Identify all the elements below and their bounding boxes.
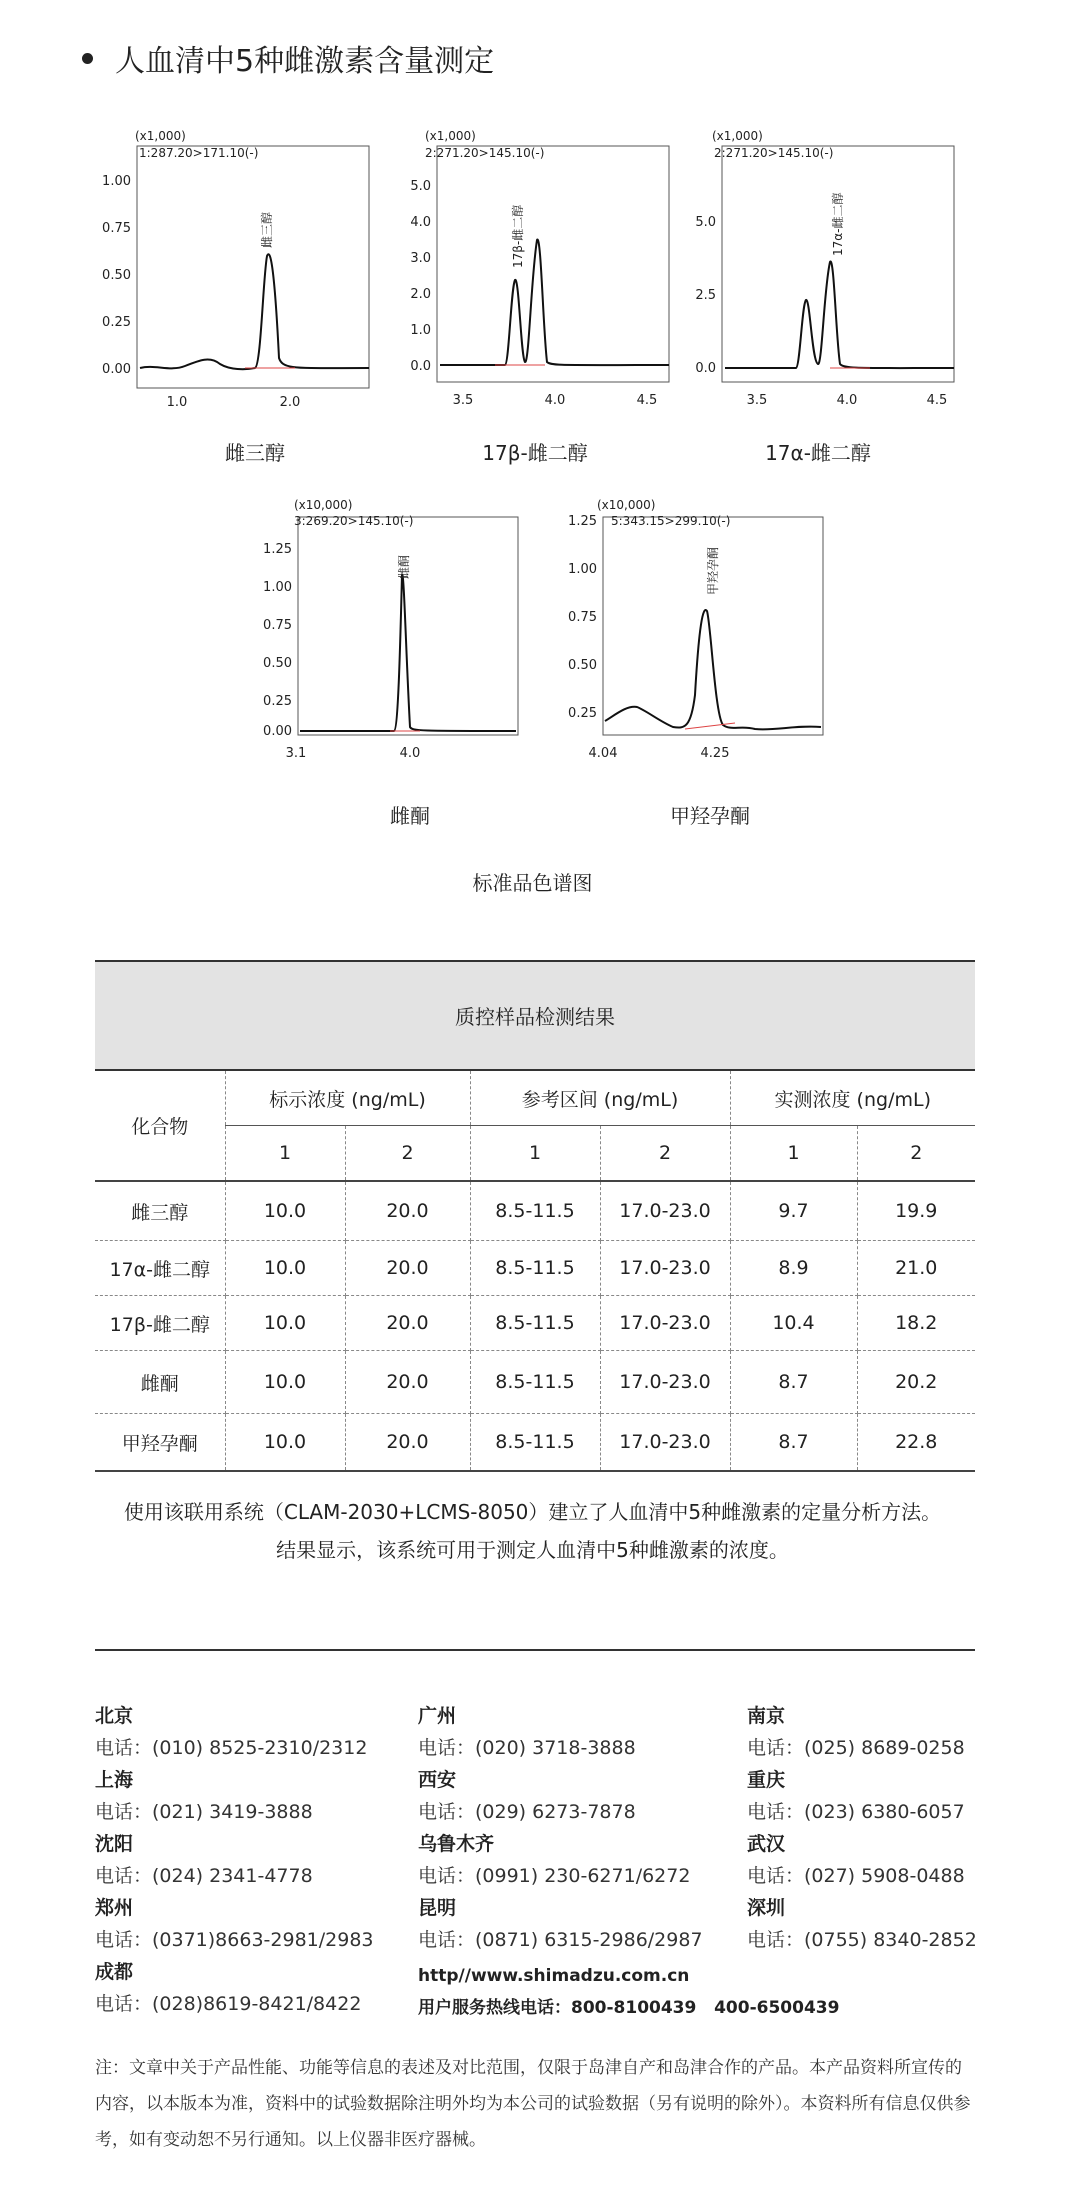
y-tick: 0.50 [102, 268, 131, 283]
y-tick: 2.5 [695, 288, 716, 303]
table-row [95, 1296, 975, 1351]
transition-label: 2:271.20>145.10(-) [714, 146, 834, 160]
chromatogram-medroxyprogesterone [555, 495, 835, 785]
multiplier-label: (x1,000) [712, 129, 763, 143]
transition-label: 2:271.20>145.10(-) [425, 146, 545, 160]
city-name: 上海 [95, 1769, 134, 1791]
value-cell: 10.4 [730, 1296, 857, 1351]
y-tick: 0.25 [263, 694, 292, 709]
value-cell: 8.7 [730, 1351, 857, 1414]
city-name: 成都 [95, 1961, 134, 1983]
y-tick: 0.0 [695, 361, 716, 376]
x-tick: 4.5 [926, 393, 948, 408]
table-row [95, 1241, 975, 1296]
y-tick: 0.75 [263, 618, 292, 633]
value-cell: 20.0 [345, 1414, 470, 1472]
multiplier-label: (x10,000) [294, 498, 353, 512]
chromatogram-caption: 雌酮 [390, 804, 430, 828]
value-cell: 8.5-11.5 [470, 1296, 600, 1351]
value-cell: 17.0-23.0 [600, 1351, 730, 1414]
value-cell: 9.7 [730, 1181, 857, 1241]
y-tick: 1.00 [568, 562, 597, 577]
compound-cell: 17β-雌二醇 [95, 1296, 225, 1351]
value-cell: 8.5-11.5 [470, 1414, 600, 1472]
city-name: 重庆 [747, 1769, 786, 1791]
value-cell: 10.0 [225, 1241, 345, 1296]
chromatogram-estrone [250, 495, 530, 785]
chromatogram-caption: 17β-雌二醇 [482, 441, 588, 465]
chromatogram-caption: 雌三醇 [225, 441, 285, 465]
compound-cell: 雌酮 [95, 1351, 225, 1414]
x-tick: 3.5 [452, 393, 474, 408]
value-cell: 20.0 [345, 1181, 470, 1241]
phone-number: 电话：(027) 5908-0488 [747, 1865, 965, 1887]
table-row [95, 1414, 975, 1472]
phone-number: 电话：(025) 8689-0258 [747, 1737, 965, 1759]
value-cell: 17.0-23.0 [600, 1181, 730, 1241]
compound-cell: 17α-雌二醇 [95, 1241, 225, 1296]
value-cell: 20.0 [345, 1241, 470, 1296]
transition-label: 1:287.20>171.10(-) [139, 146, 259, 160]
compound-cell: 雌三醇 [95, 1181, 225, 1241]
divider [95, 1649, 975, 1651]
value-cell: 10.0 [225, 1296, 345, 1351]
chromatogram-caption: 甲羟孕酮 [670, 804, 750, 828]
value-cell: 22.8 [857, 1414, 975, 1472]
phone-number: 电话：(023) 6380-6057 [747, 1801, 965, 1823]
value-cell: 18.2 [857, 1296, 975, 1351]
phone-number: 电话：(021) 3419-3888 [95, 1801, 313, 1823]
phone-number: 电话：(0991) 230-6271/6272 [418, 1865, 691, 1887]
section-heading [82, 36, 494, 80]
value-cell: 19.9 [857, 1181, 975, 1241]
y-tick: 0.0 [410, 359, 431, 374]
x-tick: 1.0 [166, 395, 188, 410]
sub-header: 2 [345, 1126, 470, 1182]
disclaimer-note: 注：文章中关于产品性能、功能等信息的表述及对比范围，仅限于岛津自产和岛津合作的产品。本产品资料所宣传的内容，以本版本为准，资料中的试验数据除注明外均为本公司的试验数据（另有说明的除外）。本资料所有信息仅供参考，如有变动恕不另行通知。以上仪器非医疗器械。 [95, 2058, 971, 2150]
value-cell: 21.0 [857, 1241, 975, 1296]
y-tick: 1.0 [410, 323, 431, 338]
value-cell: 8.5-11.5 [470, 1181, 600, 1241]
compound-header: 化合物 [95, 1070, 225, 1181]
contacts-column-3 [747, 1700, 977, 1956]
group-header-labeled: 标示浓度 (ng/mL) [225, 1070, 470, 1126]
signal-trace [140, 254, 369, 369]
y-tick: 0.00 [102, 362, 131, 377]
y-tick: 2.0 [410, 287, 431, 302]
transition-label: 5:343.15>299.10(-) [611, 514, 731, 528]
peak-label: 17β-雌二醇 [511, 204, 525, 268]
transition-label: 3:269.20>145.10(-) [294, 514, 414, 528]
conclusion-line-2: 结果显示，该系统可用于测定人血清中5种雌激素的浓度。 [276, 1538, 789, 1562]
y-tick: 1.00 [263, 580, 292, 595]
y-tick: 1.00 [102, 174, 131, 189]
peak-label: 雌酮 [397, 554, 411, 579]
multiplier-label: (x1,000) [425, 129, 476, 143]
service-hotline: 用户服务热线电话：800-8100439 400-6500439 [418, 1998, 840, 2018]
y-tick: 1.25 [568, 514, 597, 529]
table-title: 质控样品检测结果 [95, 960, 975, 1069]
x-tick: 4.0 [836, 393, 858, 408]
city-name: 广州 [418, 1705, 457, 1727]
value-cell: 10.0 [225, 1181, 345, 1241]
phone-number: 电话：(0871) 6315-2986/2987 [418, 1929, 703, 1951]
phone-number: 电话：(010) 8525-2310/2312 [95, 1737, 368, 1759]
x-tick: 4.0 [544, 393, 566, 408]
signal-trace [605, 610, 821, 729]
group-header-measured: 实测浓度 (ng/mL) [730, 1070, 975, 1126]
peak-label: 17α-雌二醇 [831, 192, 845, 256]
signal-trace [300, 575, 516, 731]
x-tick: 4.0 [399, 746, 421, 761]
value-cell: 17.0-23.0 [600, 1414, 730, 1472]
value-cell: 20.2 [857, 1351, 975, 1414]
chromatogram-estriol [95, 128, 375, 418]
table-row [95, 1181, 975, 1241]
peak-label: 甲羟孕酮 [706, 546, 720, 595]
sub-header: 1 [730, 1126, 857, 1182]
city-name: 西安 [418, 1769, 457, 1791]
peak-label: 雌三醇 [260, 211, 274, 248]
conclusion-line-1: 使用该联用系统（CLAM-2030+LCMS-8050）建立了人血清中5种雌激素的定量分析方法。 [123, 1500, 942, 1524]
y-tick: 5.0 [695, 215, 716, 230]
value-cell: 20.0 [345, 1296, 470, 1351]
qc-results-table [95, 960, 975, 1472]
y-tick: 0.25 [568, 706, 597, 721]
y-tick: 0.50 [568, 658, 597, 673]
phone-number: 电话：(029) 6273-7878 [418, 1801, 636, 1823]
y-tick: 4.0 [410, 215, 431, 230]
y-tick: 1.25 [263, 542, 292, 557]
y-tick: 3.0 [410, 251, 431, 266]
city-name: 深圳 [747, 1897, 786, 1919]
city-name: 北京 [95, 1705, 134, 1727]
phone-number: 电话：(020) 3718-3888 [418, 1737, 636, 1759]
city-name: 郑州 [95, 1897, 134, 1919]
sub-header: 2 [600, 1126, 730, 1182]
value-cell: 10.0 [225, 1351, 345, 1414]
sub-header: 2 [857, 1126, 975, 1182]
sub-header: 1 [470, 1126, 600, 1182]
signal-trace [440, 240, 669, 366]
bullet-icon [82, 53, 93, 64]
city-name: 南京 [747, 1705, 786, 1727]
value-cell: 17.0-23.0 [600, 1241, 730, 1296]
phone-number: 电话：(028)8619-8421/8422 [95, 1993, 362, 2015]
group-header-reference: 参考区间 (ng/mL) [470, 1070, 730, 1126]
phone-number: 电话：(024) 2341-4778 [95, 1865, 313, 1887]
multiplier-label: (x1,000) [135, 129, 186, 143]
chromatogram-17a-estradiol [680, 128, 960, 418]
y-tick: 0.00 [263, 724, 292, 739]
value-cell: 20.0 [345, 1351, 470, 1414]
city-name: 沈阳 [95, 1833, 134, 1855]
chromatogram-17b-estradiol [395, 128, 675, 418]
figure-title: 标准品色谱图 [472, 871, 593, 895]
signal-trace [725, 261, 954, 368]
phone-number: 电话：(0755) 8340-2852 [747, 1929, 977, 1951]
x-tick: 3.5 [746, 393, 768, 408]
x-tick: 3.1 [285, 746, 307, 761]
city-name: 乌鲁木齐 [418, 1833, 495, 1855]
contacts-column-1 [95, 1700, 374, 2020]
city-name: 昆明 [418, 1897, 457, 1919]
website-link[interactable]: http//www.shimadzu.com.cn [418, 1966, 690, 1986]
sub-header: 1 [225, 1126, 345, 1182]
y-tick: 0.75 [102, 221, 131, 236]
value-cell: 8.7 [730, 1414, 857, 1472]
table-row [95, 1351, 975, 1414]
x-tick: 4.04 [588, 746, 618, 761]
phone-number: 电话：(0371)8663-2981/2983 [95, 1929, 374, 1951]
city-name: 武汉 [747, 1833, 786, 1855]
x-tick: 2.0 [279, 395, 301, 410]
chromatogram-caption: 17α-雌二醇 [765, 441, 871, 465]
x-tick: 4.5 [636, 393, 658, 408]
section-heading-text: 人血清中5种雌激素含量测定 [115, 44, 495, 79]
value-cell: 8.5-11.5 [470, 1241, 600, 1296]
value-cell: 8.5-11.5 [470, 1351, 600, 1414]
value-cell: 10.0 [225, 1414, 345, 1472]
multiplier-label: (x10,000) [597, 498, 656, 512]
value-cell: 8.9 [730, 1241, 857, 1296]
y-tick: 0.50 [263, 656, 292, 671]
y-tick: 5.0 [410, 179, 431, 194]
x-tick: 4.25 [700, 746, 730, 761]
y-tick: 0.25 [102, 315, 131, 330]
compound-cell: 甲羟孕酮 [95, 1414, 225, 1472]
value-cell: 17.0-23.0 [600, 1296, 730, 1351]
y-tick: 0.75 [568, 610, 597, 625]
